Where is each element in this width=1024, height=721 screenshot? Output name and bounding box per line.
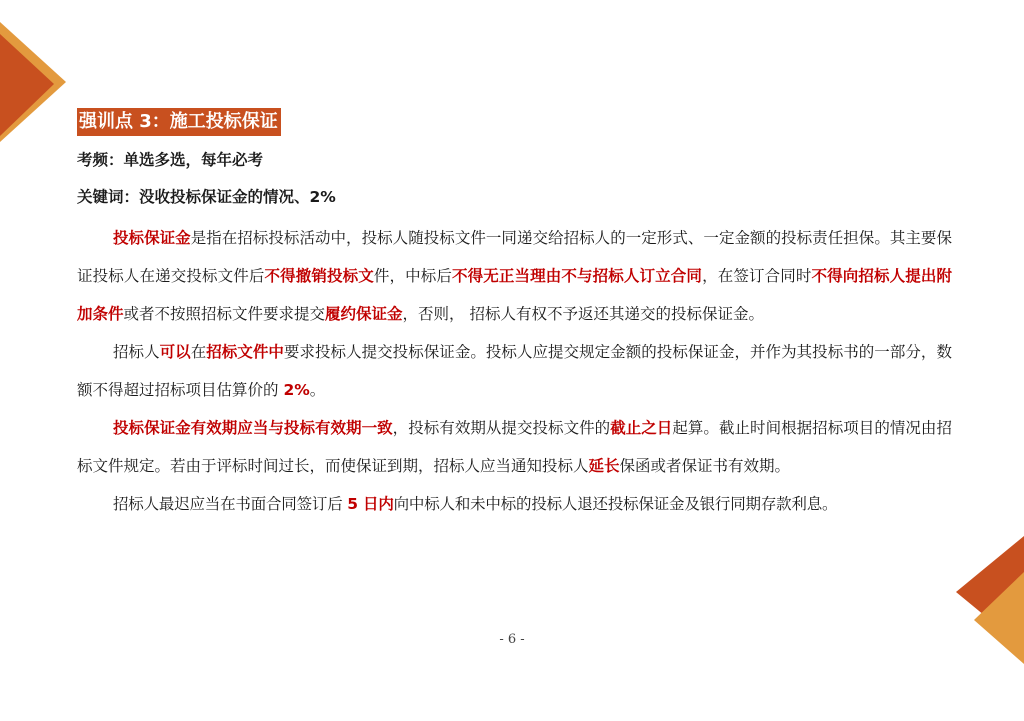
paragraph-text: 或者不按照招标文件要求提交 bbox=[123, 305, 326, 323]
highlighted-text: 投标保证金 bbox=[113, 229, 191, 247]
paragraph bbox=[77, 333, 952, 409]
paragraph-text: 要求投标人提交投标保证金。投标人应提交规定金额的投标保证金，并作为其投标书的一部分，数额不得超过招标项目估算价的 bbox=[77, 343, 952, 399]
paragraph-text: 起算。截止时间根据招标项目的情况由招标文件规定。若由于评标时间过长，而使保证到期，招标人应当通知投标人 bbox=[77, 419, 952, 475]
paragraph bbox=[77, 219, 952, 333]
paragraph-text: ，否则， 招标人有权不予返还其递交的投标保证金。 bbox=[402, 305, 764, 323]
highlighted-text: 不得撤销投标文 bbox=[264, 267, 374, 285]
section-heading: 强训点 3：施工投标保证 bbox=[77, 108, 281, 136]
paragraph-text: 招标人 bbox=[113, 343, 160, 361]
paragraph-text: ，在签订合同时 bbox=[702, 267, 812, 285]
highlighted-text: 可以 bbox=[159, 343, 191, 361]
highlighted-text: 延长 bbox=[588, 457, 620, 475]
paragraph-text: 向中标人和未中标的投标人退还投标保证金及银行同期存款利息。 bbox=[393, 495, 838, 513]
paragraph-text: 件，中标后 bbox=[373, 267, 453, 285]
paragraph bbox=[77, 485, 952, 523]
paragraph-text: ，投标有效期从提交投标文件的 bbox=[392, 419, 611, 437]
paragraph-text: 招标人最迟应当在书面合同签订后 bbox=[113, 495, 348, 513]
keywords-line: 关键词：没收投标保证金的情况、2% bbox=[77, 188, 336, 206]
paragraph-text: 。 bbox=[309, 381, 326, 399]
highlighted-text: 履约保证金 bbox=[325, 305, 403, 323]
highlighted-text: 招标文件中 bbox=[206, 343, 284, 361]
paragraph-text: 在 bbox=[190, 343, 207, 361]
exam-frequency: 考频：单选多选，每年必考 bbox=[77, 151, 264, 169]
paragraph-text: 保函或者保证书有效期。 bbox=[619, 457, 791, 475]
paragraph-text: 是指在招标投标活动中，投标人随投标文件一同递交给招标人的一定形式、一定金额的投标责任担保。其主要保证投标人在递交投标文件后 bbox=[77, 229, 952, 285]
highlighted-text: 截止之日 bbox=[610, 419, 673, 437]
highlighted-text: 投标保证金有效期应当与投标有效期一致 bbox=[113, 419, 393, 437]
highlighted-text: 不得无正当理由不与招标人订立合同 bbox=[452, 267, 703, 285]
highlighted-text: 5 日内 bbox=[347, 495, 394, 513]
page-number: - 6 - bbox=[499, 632, 525, 647]
highlighted-text: 2% bbox=[283, 381, 310, 399]
document-body bbox=[77, 108, 952, 523]
corner-decoration-top-left bbox=[0, 18, 70, 148]
paragraph bbox=[77, 409, 952, 485]
highlighted-text: 不得向招标人提出附加条件 bbox=[77, 267, 952, 323]
